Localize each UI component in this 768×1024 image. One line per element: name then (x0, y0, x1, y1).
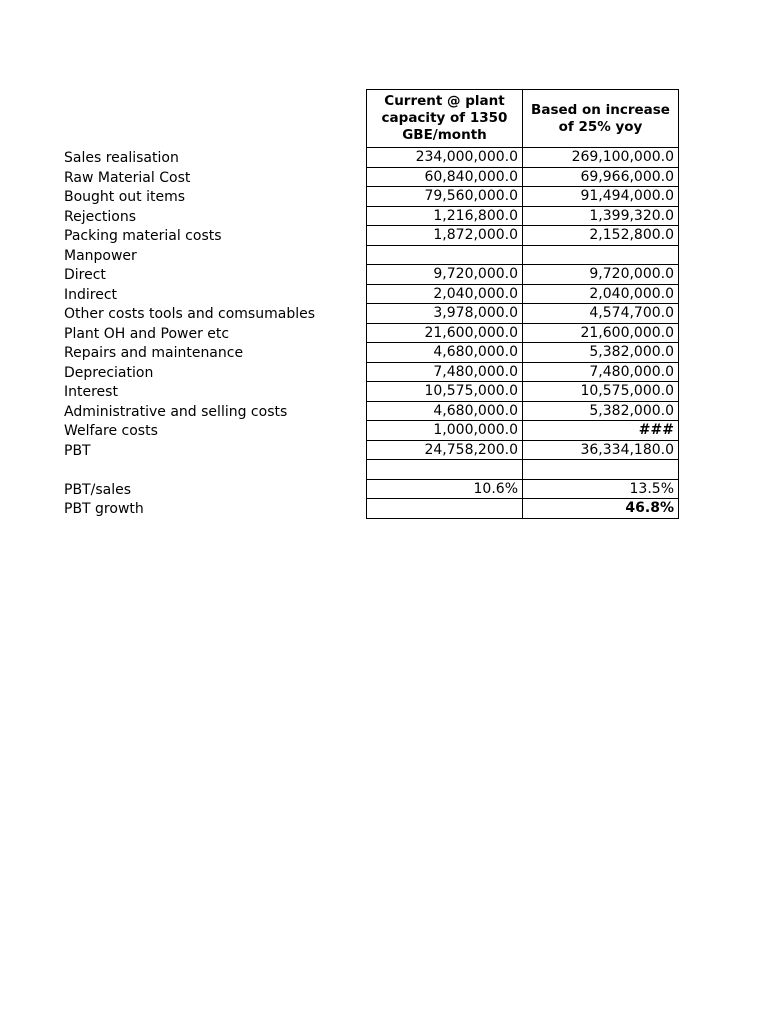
cell-increase[interactable]: 5,382,000.0 (523, 401, 679, 421)
table-row (367, 440, 679, 460)
row-label: Plant OH and Power etc (64, 325, 230, 342)
row-label: Bought out items (64, 189, 186, 205)
row-label: PBT (64, 442, 91, 459)
cell-current[interactable]: 1,000,000.0 (367, 421, 523, 441)
cell-increase[interactable]: 36,334,180.0 (523, 440, 679, 460)
table-row (367, 206, 679, 226)
table-row (367, 245, 679, 265)
row-label: PBT growth (64, 501, 144, 517)
cell-current[interactable]: 10.6% (367, 479, 523, 499)
cell-increase[interactable] (523, 245, 679, 265)
table-row (367, 460, 679, 480)
cell-current[interactable] (367, 499, 523, 519)
cell-increase[interactable]: 13.5% (523, 479, 679, 499)
row-labels-column (64, 149, 364, 520)
cell-increase[interactable]: 46.8% (523, 499, 679, 519)
row-label: Direct (64, 267, 106, 283)
cell-increase[interactable]: 91,494,000.0 (523, 187, 679, 207)
table-row (367, 401, 679, 421)
row-label: Rejections (64, 208, 137, 225)
cell-current[interactable]: 4,680,000.0 (367, 401, 523, 421)
cell-increase[interactable]: 269,100,000.0 (523, 148, 679, 168)
table-row (367, 284, 679, 304)
cell-increase[interactable]: 4,574,700.0 (523, 304, 679, 324)
table-row (367, 499, 679, 519)
cell-increase[interactable]: 2,040,000.0 (523, 284, 679, 304)
table-row (367, 187, 679, 207)
cell-current[interactable]: 1,872,000.0 (367, 226, 523, 246)
row-label: Sales realisation (64, 150, 179, 166)
table-row (367, 382, 679, 402)
cell-current[interactable]: 10,575,000.0 (367, 382, 523, 402)
cell-current[interactable]: 7,480,000.0 (367, 362, 523, 382)
table-row (367, 343, 679, 363)
data-table (366, 89, 679, 519)
table-row (367, 323, 679, 343)
table-row (367, 265, 679, 285)
row-label: Repairs and maintenance (64, 345, 244, 361)
table-row (367, 304, 679, 324)
cell-increase[interactable]: 1,399,320.0 (523, 206, 679, 226)
row-label: Indirect (64, 286, 118, 303)
row-label: Depreciation (64, 364, 154, 381)
cell-current[interactable]: 3,978,000.0 (367, 304, 523, 324)
cell-current[interactable] (367, 245, 523, 265)
table-row (367, 148, 679, 168)
cell-increase[interactable]: 10,575,000.0 (523, 382, 679, 402)
table-row (367, 167, 679, 187)
table-row (367, 226, 679, 246)
row-label: PBT/sales (64, 481, 131, 498)
cell-current[interactable]: 2,040,000.0 (367, 284, 523, 304)
table-row (367, 479, 679, 499)
row-label: Raw Material Cost (64, 169, 191, 186)
row-label (64, 461, 364, 481)
header-current[interactable]: Current @ plant capacity of 1350 GBE/month (367, 90, 523, 148)
cell-current[interactable]: 21,600,000.0 (367, 323, 523, 343)
cell-current[interactable]: 4,680,000.0 (367, 343, 523, 363)
row-label: Packing material costs (64, 228, 222, 244)
cell-current[interactable] (367, 460, 523, 480)
header-row (367, 90, 679, 148)
row-label: Manpower (64, 247, 137, 264)
cell-increase[interactable] (523, 460, 679, 480)
cell-increase[interactable]: 5,382,000.0 (523, 343, 679, 363)
cell-increase[interactable]: 21,600,000.0 (523, 323, 679, 343)
cell-current[interactable]: 24,758,200.0 (367, 440, 523, 460)
row-label: Welfare costs (64, 423, 158, 439)
cell-increase[interactable]: ### (523, 421, 679, 441)
cell-current[interactable]: 1,216,800.0 (367, 206, 523, 226)
cell-current[interactable]: 9,720,000.0 (367, 265, 523, 285)
table-row (367, 362, 679, 382)
cell-increase[interactable]: 7,480,000.0 (523, 362, 679, 382)
header-increase[interactable]: Based on increase of 25% yoy (523, 90, 679, 148)
row-label: Interest (64, 384, 118, 400)
cell-increase[interactable]: 69,966,000.0 (523, 167, 679, 187)
row-label: Other costs tools and comsumables (64, 306, 316, 322)
cell-current[interactable]: 234,000,000.0 (367, 148, 523, 168)
cell-increase[interactable]: 9,720,000.0 (523, 265, 679, 285)
cell-current[interactable]: 79,560,000.0 (367, 187, 523, 207)
cell-increase[interactable]: 2,152,800.0 (523, 226, 679, 246)
table-row (367, 421, 679, 441)
row-label: Administrative and selling costs (64, 403, 288, 420)
cell-current[interactable]: 60,840,000.0 (367, 167, 523, 187)
